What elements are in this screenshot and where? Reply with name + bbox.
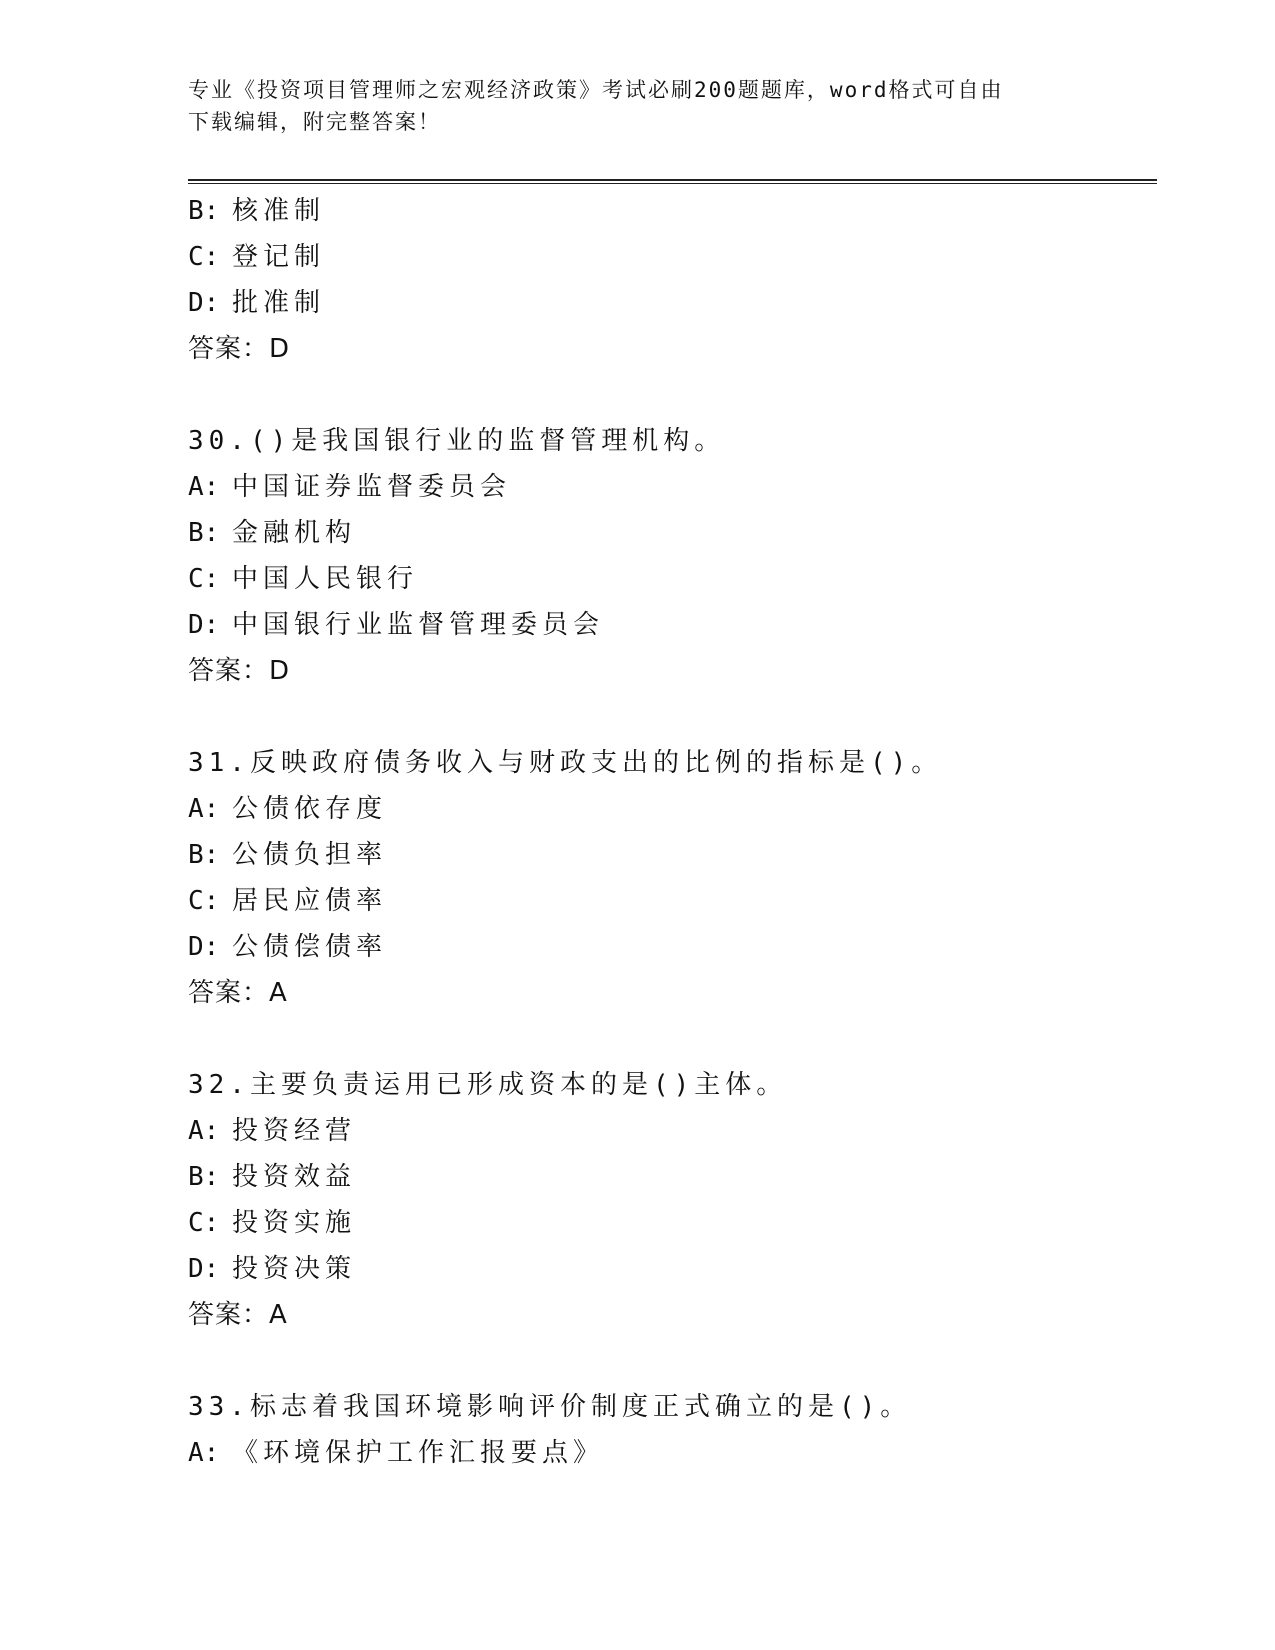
option-d bbox=[188, 924, 1148, 970]
option-text: 批准制 bbox=[232, 288, 326, 318]
option-text: 投资效益 bbox=[232, 1162, 357, 1192]
option-text: 核准制 bbox=[232, 196, 326, 226]
header-line-1: 专业《投资项目管理师之宏观经济政策》考试必刷200题题库，word格式可自由 bbox=[188, 78, 1004, 102]
option-label: A: bbox=[188, 1116, 220, 1146]
option-d bbox=[188, 602, 1148, 648]
option-label: C: bbox=[188, 886, 220, 916]
option-text: 中国证券监督委员会 bbox=[232, 472, 512, 502]
answer-line: 答案：D bbox=[188, 334, 291, 364]
answer-line: 答案：A bbox=[188, 978, 288, 1008]
header-line-2: 下载编辑，附完整答案！ bbox=[188, 110, 441, 134]
option-label: D: bbox=[188, 1254, 220, 1284]
question-33 bbox=[188, 1384, 1148, 1476]
question-32 bbox=[188, 1062, 1148, 1338]
option-text: 公债负担率 bbox=[232, 840, 388, 870]
question-continued bbox=[188, 188, 1148, 372]
option-d bbox=[188, 280, 1148, 326]
option-d bbox=[188, 1246, 1148, 1292]
answer-line: 答案：A bbox=[188, 1300, 288, 1330]
option-c bbox=[188, 556, 1148, 602]
question-stem: 32.主要负责运用已形成资本的是()主体。 bbox=[188, 1070, 788, 1100]
option-a bbox=[188, 1108, 1148, 1154]
option-label: B: bbox=[188, 196, 220, 226]
option-b bbox=[188, 832, 1148, 878]
option-label: B: bbox=[188, 840, 220, 870]
option-label: A: bbox=[188, 472, 220, 502]
option-text: 公债依存度 bbox=[232, 794, 388, 824]
option-label: D: bbox=[188, 288, 220, 318]
option-a bbox=[188, 464, 1148, 510]
option-label: C: bbox=[188, 1208, 220, 1238]
option-b bbox=[188, 510, 1148, 556]
question-stem: 30.()是我国银行业的监督管理机构。 bbox=[188, 426, 726, 456]
option-text: 投资决策 bbox=[232, 1254, 357, 1284]
option-label: B: bbox=[188, 518, 220, 548]
option-text: 投资经营 bbox=[232, 1116, 357, 1146]
option-c bbox=[188, 878, 1148, 924]
header-divider bbox=[188, 179, 1157, 184]
question-stem: 31.反映政府债务收入与财政支出的比例的指标是()。 bbox=[188, 748, 943, 778]
answer-line: 答案：D bbox=[188, 656, 291, 686]
option-b bbox=[188, 1154, 1148, 1200]
option-text: 中国人民银行 bbox=[232, 564, 419, 594]
option-text: 金融机构 bbox=[232, 518, 357, 548]
option-a bbox=[188, 1430, 1148, 1476]
option-c bbox=[188, 1200, 1148, 1246]
option-label: C: bbox=[188, 242, 220, 272]
option-label: D: bbox=[188, 932, 220, 962]
option-label: A: bbox=[188, 1438, 220, 1468]
option-label: C: bbox=[188, 564, 220, 594]
page-header bbox=[188, 74, 1088, 138]
option-label: A: bbox=[188, 794, 220, 824]
option-text: 公债偿债率 bbox=[232, 932, 388, 962]
option-b bbox=[188, 188, 1148, 234]
question-30 bbox=[188, 418, 1148, 694]
question-stem: 33.标志着我国环境影响评价制度正式确立的是()。 bbox=[188, 1392, 912, 1422]
option-a bbox=[188, 786, 1148, 832]
option-text: 《环境保护工作汇报要点》 bbox=[232, 1438, 605, 1468]
option-label: D: bbox=[188, 610, 220, 640]
question-31 bbox=[188, 740, 1148, 1016]
option-text: 投资实施 bbox=[232, 1208, 357, 1238]
option-c bbox=[188, 234, 1148, 280]
option-text: 登记制 bbox=[232, 242, 326, 272]
option-text: 中国银行业监督管理委员会 bbox=[232, 610, 605, 640]
question-list bbox=[188, 188, 1148, 1476]
option-label: B: bbox=[188, 1162, 220, 1192]
option-text: 居民应债率 bbox=[232, 886, 388, 916]
